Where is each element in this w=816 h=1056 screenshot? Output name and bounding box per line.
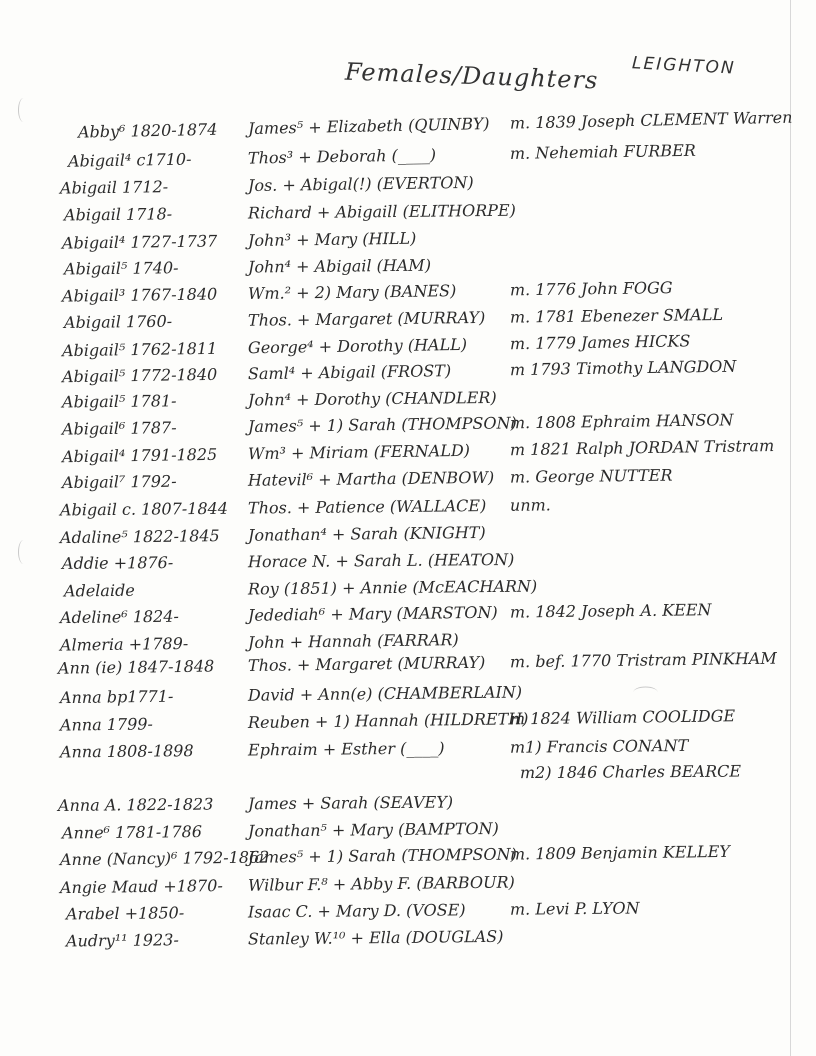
entry-parents: James⁵ + 1) Sarah (THOMPSON) <box>247 844 517 867</box>
entry-parents: Reuben + 1) Hannah (HILDRETH) <box>247 709 529 733</box>
entry-parents: Thos. + Margaret (MURRAY) <box>247 652 486 676</box>
entry-notes: m. 1842 Joseph A. KEEN <box>509 600 712 622</box>
entry-name: Adeline⁶ 1824- <box>59 606 179 628</box>
entry-notes: m. 1779 James HICKS <box>509 331 691 354</box>
entry-name: Anna 1799- <box>59 714 154 735</box>
entry-notes: m1) Francis CONANT <box>509 735 689 757</box>
entry-notes: m. 1808 Ephraim HANSON <box>509 410 734 433</box>
entry-parents: Thos. + Margaret (MURRAY) <box>247 307 486 330</box>
entry-parents: Hatevil⁶ + Martha (DENBOW) <box>247 467 495 490</box>
entry-name: Adaline⁵ 1822-1845 <box>59 526 220 548</box>
entry-notes: m 1793 Timothy LANGDON <box>509 356 737 380</box>
entry-notes: m. 1839 Joseph CLEMENT Warren <box>509 107 793 133</box>
margin-rule <box>790 0 791 1056</box>
entry-row <box>0 761 790 793</box>
entry-name: Arabel +1850- <box>65 903 185 924</box>
entry-name: Abigail 1718- <box>63 204 173 225</box>
entry-name: Anna A. 1822-1823 <box>57 794 214 815</box>
entry-parents: James⁵ + Elizabeth (QUINBY) <box>247 114 490 139</box>
entry-name: Anna 1808-1898 <box>59 741 194 762</box>
entry-name: Abigail⁶ 1787- <box>61 418 177 439</box>
entry-name: Abigail⁵ 1772-1840 <box>61 364 218 387</box>
entry-parents: Thos. + Patience (WALLACE) <box>247 496 487 518</box>
entry-parents: John⁴ + Dorothy (CHANDLER) <box>247 387 497 410</box>
entry-notes: m. bef. 1770 Tristram PINKHAM <box>509 648 777 672</box>
entry-parents: David + Ann(e) (CHAMBERLAIN) <box>247 682 523 705</box>
entry-notes: m 1824 William COOLIDGE <box>509 706 736 729</box>
entry-name: Addie +1876- <box>61 552 174 573</box>
entry-name: Abigail c. 1807-1844 <box>59 498 229 520</box>
entry-parents: Wilbur F.⁸ + Abby F. (BARBOUR) <box>247 872 515 895</box>
entry-notes: m 1821 Ralph JORDAN Tristram <box>509 436 775 460</box>
entry-name: Abigail⁵ 1781- <box>61 391 177 412</box>
entry-name: Abigail⁴ 1791-1825 <box>61 444 218 467</box>
entry-parents: George⁴ + Dorothy (HALL) <box>247 334 468 358</box>
entry-parents: John³ + Mary (HILL) <box>247 228 417 251</box>
entry-notes: unm. <box>509 495 551 515</box>
entry-name: Abigail⁴ 1727-1737 <box>61 231 218 253</box>
entry-parents: Saml⁴ + Abigail (FROST) <box>247 361 452 384</box>
entry-parents: John⁴ + Abigail (HAM) <box>247 255 432 277</box>
entry-parents: Jonathan⁴ + Sarah (KNIGHT) <box>247 522 486 545</box>
entry-parents: Ephraim + Esther (____) <box>247 738 445 760</box>
entry-notes: m. 1809 Benjamin KELLEY <box>509 841 731 864</box>
entry-notes: m. George NUTTER <box>509 465 673 487</box>
entry-notes: m. Nehemiah FURBER <box>509 140 696 163</box>
entry-parents: James + Sarah (SEAVEY) <box>247 792 454 814</box>
entry-parents: John + Hannah (FARRAR) <box>247 630 459 653</box>
entry-parents: Stanley W.¹⁰ + Ella (DOUGLAS) <box>247 926 504 949</box>
entry-name: Abigail⁵ 1740- <box>63 258 179 279</box>
entry-parents: Wm.² + 2) Mary (BANES) <box>247 281 457 304</box>
entry-name: Abigail⁵ 1762-1811 <box>61 338 218 361</box>
entry-parents: Isaac C. + Mary D. (VOSE) <box>247 900 466 922</box>
entry-name: Ann (ie) 1847-1848 <box>57 656 215 678</box>
entry-name: Adelaide <box>63 580 135 601</box>
entry-parents: Jedediah⁶ + Mary (MARSTON) <box>247 602 498 625</box>
entry-name: Abigail⁴ c1710- <box>67 149 192 171</box>
entry-parents: Horace N. + Sarah L. (HEATON) <box>247 549 515 572</box>
entry-name: Almeria +1789- <box>59 633 189 655</box>
entry-name: Angie Maud +1870- <box>59 876 223 898</box>
entry-name: Audry¹¹ 1923- <box>65 930 179 951</box>
entry-parents: Wm³ + Miriam (FERNALD) <box>247 440 471 464</box>
surname-label: LEIGHTON <box>631 53 737 79</box>
entry-name: Abigail 1712- <box>59 177 169 198</box>
entry-parents: Roy (1851) + Annie (McEACHARN) <box>247 576 538 599</box>
entry-notes: m. 1781 Ebenezer SMALL <box>509 304 724 327</box>
entry-parents: Jonathan⁵ + Mary (BAMPTON) <box>247 818 499 841</box>
entry-notes: m2) 1846 Charles BEARCE <box>519 761 742 783</box>
entry-name: Anna bp1771- <box>59 686 174 708</box>
entry-name: Abigail 1760- <box>63 311 173 333</box>
page-title: Females/Daughters <box>344 57 599 95</box>
entry-parents: James⁵ + 1) Sarah (THOMPSON) <box>247 413 517 437</box>
entry-parents: Jos. + Abigal(!) (EVERTON) <box>247 172 474 196</box>
entry-parents: Thos³ + Deborah (____) <box>247 145 437 168</box>
entry-name: Abigail³ 1767-1840 <box>61 284 218 306</box>
entry-name: Anne (Nancy)⁶ 1792-1862 <box>59 847 270 870</box>
punch-hole-mark <box>18 98 29 122</box>
entry-name: Anne⁶ 1781-1786 <box>61 822 203 843</box>
entry-name: Abby⁶ 1820-1874 <box>77 119 218 142</box>
entry-notes: m. 1776 John FOGG <box>509 278 673 300</box>
entry-notes: m. Levi P. LYON <box>509 898 640 919</box>
entry-name: Abigail⁷ 1792- <box>61 471 177 493</box>
entry-parents: Richard + Abigaill (ELITHORPE) <box>247 200 516 223</box>
